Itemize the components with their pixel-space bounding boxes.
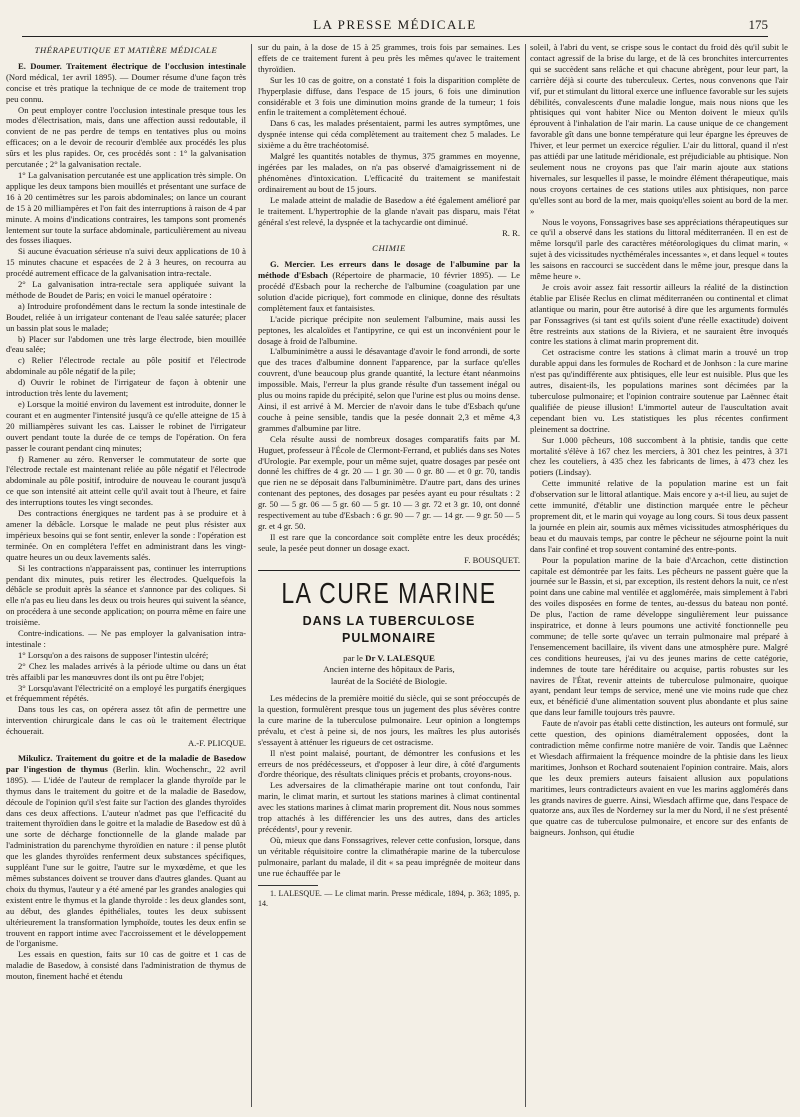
paragraph: Il n'est point malaisé, pourtant, de démontrer les confusions et les erreurs de nos prédécesseurs, et d'opposer à leur dire, à côté d'arguments d'ordre théorique, des résultats cliniques précis et probants, croyons-nous. [258,747,520,780]
byline-prefix: par le [343,652,363,663]
article-source: (Nord médical, 1er avril 1895). — Doumer résume d'une façon très concise et très pratique la technique de ce mode de traitement trop peu connu. [6,71,246,104]
paragraph: Dans 6 cas, les malades présentaient, parmi les autres symptômes, une dyspnée intense qui céda complètement au traitement chez 5 malades. Le sixième a du être trachéotomisé. [258,118,520,151]
paragraph: Cela résulte aussi de nombreux dosages comparatifs faits par M. Huguet, professeur à l'École de Clermont-Ferrand, et publiés dans ses Notes d'Urologie. Par exemple, pour un même sujet, quatre dosages par pesée ont donné les chiffres de 4 gr. 20 — 1 gr. 30 — 0 gr. 80 — et 0 gr. 70, tandis que rien ne se déposait dans l'albuminimètre. D'autre part, dans des urines contenant des peptones, des dosages par pesées ayant eu pour résultats : 2 gr. 50 — 5 gr. 06 — 5 gr. 60 — 5 gr. 10 — 3 gr. 72 et 3 gr. 10, ont donné respectivement au tube d'Esbach : 6 gr. 90 — 7 gr. — 14 gr. — 9 gr. 50 — 5 gr. et 4 gr. 50. [258,433,520,531]
section-rule [258,570,520,571]
article-author: E. Doumer. [18,60,62,71]
paragraph: Cette immunité relative de la population marine est un fait d'observation sur le littoral atlantique. Mais encore y a-t-il lieu, au sujet de cette immunité, d'établir une distinction marquée entre le pêcheur proprement dit, et le marin qui voyage au long cours. Si tous deux passent la journée en plein air, soumis aux mêmes vicissitudes atmosphériques du beau et du mauvais temps, par contre le pêcheur ne séjourne point la nuit dans l'air confiné et trop souvent contaminé des entre-ponts. [530,478,788,554]
article-title: Les erreurs dans le dosage de l'albumine par la méthode d'Esbach [258,259,520,281]
column-divider [251,44,252,1107]
column-divider [525,44,526,1107]
article-signature: A.-F. PLICQUE. [187,738,246,749]
paragraph: Les essais en question, faits sur 10 cas de goitre et 1 cas de maladie de Basedow, à consisté dans l'administration de thymus de mouton, finement haché et étendu [6,949,246,982]
paragraph: Si les contractions n'apparaissent pas, continuer les interruptions pendant dix minutes, puis retirer les électrodes. Quelquefois la débâcle se produit après la séance et s'annonce par des coliques. Si elle n'a pas eu lieu dans les deux ou trois heures qui suivent la séance, on procédera à une seconde application; on pourra même en faire une troisième. [6,562,246,628]
paragraph: e) Lorsque la moitié environ du lavement est introduite, donner le courant et en augmenter l'intensité jusqu'à ce qu'elle atteigne de 15 à 20 milliampères suivant les cas. Laisser le robinet de l'irrigateur ouvert pendant toute la durée de ce temps de l'opération. On fera passer le courant pendant cinq minutes; [6,399,246,453]
paragraph: b) Placer sur l'abdomen une très large électrode, bien mouillée d'eau salée; [6,333,246,355]
column-1 [6,42,246,1109]
paragraph: Faute de n'avoir pas établi cette distinction, les auteurs ont formulé, sur cette question, des opinions diamétralement opposées, dont la contradiction même confirme notre manière de voir. Tandis que Laënnec et Wiesdach affirmaient la fréquence moindre de la phtisie dans les lieux maritimes, Jonhson et Rochard soutenaient l'opinion contraire. Mais, alors que les deux premiers auteurs faisaient allusion aux populations maritimes, leurs contradicteurs avaient en vue les marins agglomérés dans les grands navires de guerre. Ainsi, Wiesdach affirme que, dans l'espace de quatorze ans, aux îles de Norderney sur la mer du Nord, il ne s'est présenté que quatre cas de tuberculose pulmonaire, et encore sur des enfants de baigneurs. Jonhson, qui étudie [530,718,788,838]
paragraph: Les médecins de la première moitié du siècle, qui se sont préoccupés de la question, formulèrent presque tous un jugement des plus sévères contre la cure marine de la tuberculose pulmonaire. Leur opinion a longtemps prévalu, et c'est à peine si, de nos jours, les maîtres les plus autorisés s'essayent à atténuer les rigueurs de cet ostracisme. [258,693,520,747]
paragraph: On peut employer contre l'occlusion intestinale presque tous les modes d'électrisation, mais, dans une affection aussi redoutable, il convient de ne pas perdre de temps en tentatives plus ou moins efficaces; on a le devoir de recourir d'emblée aux procédés les plus sûrs et les plus rapides. Or, ces procédés sont : 1° la galvanisation percutanée ; 2° la galvanisation rectale. [6,104,246,170]
paragraph: Nous le voyons, Fonssagrives base ses appréciations thérapeutiques sur ce qu'il a observé dans les stations du littoral méditerranéen. Il en est de même lorsqu'il parle des caractères météorologiques du climat marin, « sujet à des vicissitudes nycthémérales incessantes », et dans lequel « toutes les saisons en raccourci se succèdent dans le même jour, presque dans la même heure ». [530,216,788,282]
paragraph: c) Relier l'électrode rectale au pôle positif et l'électrode abdominale au pôle négatif de la pile; [6,355,246,377]
section-heading: THÉRAPEUTIQUE ET MATIÈRE MÉDICALE [34,45,218,55]
paragraph: Pour la population marine de la baie d'Arcachon, cette distinction capitale est démontrée par les faits. Les pêcheurs ne passent guère que la journée sur le Bassin, et si, par exception, ils restent dehors la nuit, ce n'est point dans une cabine mal ventilée et agglomérée, mais simplement à l'abri des voiles disposées en forme de tentes, au-dessus du bateau non ponté. De plus, l'action de rame développe singulièrement leur puissance inspiratrice, et donne à leurs poumons une activité fonctionnelle peu commune; de telle sorte qu'avec un terrain pulmonaire mal préparé à l'ensemencement bacillaire, ils vivent dans une atmosphère pure. Malgré ces conditions heureuses, j'ai vu des jeunes marins de cette catégorie, indemnes de toute tare héréditaire ou acquise, partis robustes sur les navires de l'État, revenir atteints de tuberculose pulmonaire, quoique ayant, pendant leur temps de service, mené une vie moins rude que chez eux, et bénéficié d'une alimentation souvent plus abondante et plus saine que dans leur famille toujours très pauvre. [530,554,788,718]
author-affiliation: lauréat de la Société de Biologie. [330,675,448,686]
paragraph: Le malade atteint de maladie de Basedow a été également amélioré par le traitement. L'hypertrophie de la glande n'avait pas disparu, mais l'état général s'est relevé, la dyspnée et la tachycardie ont diminué. [258,194,520,227]
article-body [258,693,520,878]
article-lead [258,259,520,314]
journal-title: LA PRESSE MÉDICALE [313,17,477,32]
article-title: Traitement électrique de l'occlusion intestinale [66,60,246,71]
paragraph: Je crois avoir assez fait ressortir ailleurs la réalité de la distinction établie par Elisée Reclus en climat méditerranéen ou continental et climat atlantique ou marin, pour être autorisé à dire que les arguments formulés par Fonssagrives (si tant est qu'ils soient d'une réelle exactitude) doivent être restreints aux stations de la Riviera, et ne sauraient être invoqués contre les stations à climat marin proprement dit. [530,281,788,347]
paragraph: d) Ouvrir le robinet de l'irrigateur de façon à obtenir une introduction très lente du lavement; [6,377,246,399]
paragraph: Dans tous les cas, on opérera assez tôt afin de permettre une intervention chirurgicale dans le cas où le traitement électrique échouerait. [6,704,246,737]
byline [258,653,520,665]
paragraph: Des contractions énergiques ne tardent pas à se produire et à amener la débâcle. Lorsque le malade ne peut plus résister aux impérieux besoins qui se font sentir, enlever la sonde : l'opération est terminée. On en complétera l'effet en administrant dans les vingt-quatre heures un ou deux lavements salés. [6,508,246,562]
paragraph: 1° Lorsqu'on a des raisons de supposer l'intestin ulcéré; [18,649,209,660]
paragraph: Malgré les quantités notables de thymus, 375 grammes en moyenne, ingérées par les malades, on n'a pas observé d'amaigrissement ni de phénomènes d'intoxication. L'efficacité du traitement se manifestait ordinairement au bout de 15 jours. [258,151,520,194]
paragraph: soleil, à l'abri du vent, se crispe sous le contact du froid dès qu'il subit le contact agressif de la brise du large, et de là ces bronchites intercurrentes qui se succèdent sans relâche et qui chacune abrègent, pour leur part, la carrière déjà si courte des tuberculeux. Certes, nous convenons que l'air vif, pur et stimulant du littoral exerce une influence favorable sur les sujets débilités, convalescents d'une maladie longue, mais nous nions que les phtisiques qui vont habiter Nice ou Menton doivent le mieux qu'ils éprouvent à l'inhalation de l'air marin. La cause unique de ce changement favorable gît dans une bonne température qui leur épargne les épreuves de l'hiver, et leur permet un exercice régulier. L'air du littoral, quand il n'est pas attiédi par une latitude méridionale, est préjudiciable au phtisique. Non seulement nous ne croyons pas que l'air marin ajoute aux stations hivernales, sur lesquelles il passe, le moindre élément thérapeutique, mais nous croyons certaines de ces stations utiles aux phtisiques, non parce qu'elles sont au bord de la mer, mais quoiqu'elles soient au bord de la mer. » [530,42,788,216]
paragraph: 1° La galvanisation percutanée est une application très simple. On applique les deux tampons bien mouillés et présentant une surface de 16 à 20 centimètres sur les parois abdominales; on lance un courant de 15 à 20 milliampères et l'on fait des interruptions à raison de 4 par minute. A moins d'indications contraires, les tampons sont promenés lentement sur toute la surface abdominale, particulièrement au niveau des fosses iliaques. [6,169,246,246]
article-author: G. Mercier. [270,259,316,270]
article-lead [6,61,246,105]
article-title: Traitement du goitre et de la maladie de Basedow par l'ingestion de thymus [6,753,246,774]
feature-title: LA CURE MARINE [281,576,497,609]
paragraph: sur du pain, à la dose de 15 à 25 grammes, trois fois par semaines. Les effets de ce traitement furent à peu près les mêmes qu'avec le traitement thyroïdien. [258,42,520,74]
paragraph: Sur 1.000 pêcheurs, 108 succombent à la phtisie, tandis que cette mortalité s'élève à 167 chez les merciers, à 301 chez les peintres, à 371 chez les couteliers, à 435 chez les fabricants de limes, à 473 chez les potiers (Lindsay). [530,434,788,478]
article-signature: F. BOUSQUET. [464,554,520,565]
article-source: (Répertoire de pharmacie, 10 février 1895). — Le procédé d'Esbach pour la recherche de l'albumine (coagulation par une solution d'acide picrique), fort commode en clinique, donne des résultats complètement faux et fantaisistes. [258,270,520,313]
article-signature: R. R. [502,228,520,239]
column-2 [258,42,520,1109]
paragraph: Si aucune évacuation sérieuse n'a suivi deux applications de 10 à 15 minutes chacune et espacées de 2 à 3 heures, on recourra au procédé autrement efficace de la galvanisation intra-rectale. [6,246,246,279]
footnote: 1. LALESQUE. — Le climat marin. Presse médicale, 1894, p. 363; 1895, p. 14. [258,888,520,908]
article-body [6,105,246,738]
article-author: Mikulicz. [18,753,53,763]
running-header [22,14,768,34]
article-source: (Berlin. klin. Wochenschr., 22 avril 1895). — L'idée de l'auteur de remplacer la glande thyroïde par le thymus dans le traitement du goitre et de la maladie de Basedow, découle de l'opinion qu'il s'est faite sur l'action des glandes thyroïdes dans ces deux affections. L'auteur n'admet pas que l'efficacité du traitement thyroïdien dans le goitre et la maladie de Basedow est dû à une sorte de décharge fonctionnelle de la glande malade par l'administration du parenchyme thyroïdien en nature : il pense plutôt que les glandes thyroïdes renferment deux substances spécifiques, suppléant l'une sur le goitre, l'autre sur le myxœdème, et que les mêmes substances doivent se trouver dans d'autres glandes. Quant au choix du thymus, l'auteur y a été amené par les grandes analogies qui existent entre le thymus et la glande thyroïde : les deux glandes sont, au début, des glandes épithéliales, toutes les deux subissent ultérieurement la transformation lymphoïde, toutes les deux enfin se trouvent en rapport intime avec l'accroissement et le développement de l'organisme. [6,763,246,949]
column-3 [530,42,788,1109]
paragraph: L'acide picrique précipite non seulement l'albumine, mais aussi les peptones, les alcaloïdes et l'antipyrine, ce qui est un inconvénient pour le dosage à froid de l'albumine. [258,313,520,346]
footnote-rule [258,885,318,886]
article-lead [6,753,246,949]
paragraph: 2° La galvanisation intra-rectale sera appliquée suivant la méthode de Boudet de Paris; en voici le manuel opératoire : [6,279,246,300]
page-number: 175 [748,17,768,32]
paragraph: 2° Chez les malades arrivés à la période ultime ou dans un état très affaibli par les manœuvres dont ils ont pu être l'objet; [6,660,246,682]
author-affiliation: Ancien interne des hôpitaux de Paris, [323,664,455,675]
paragraph: Où, mieux que dans Fonssagrives, relever cette confusion, lorsque, dans un véritable réquisitoire contre la climathérapie marine de la tuberculose pulmonaire, parlant du malade, il dit « sa peau imprégnée de moiteur dans une rue échauffée par le [258,834,520,878]
header-rule [22,36,768,37]
article-body [530,42,788,838]
paragraph: Cet ostracisme contre les stations à climat marin a trouvé un trop durable appui dans les formules de Rochard et de Jonhson : la cure marine n'est pas qu'indifférente aux phtisiques, elle leur est nuisible. Plus que les autres, disaient-ils, les populations marines sont décimées par la tuberculose pulmonaire; et l'opinion contraire soutenue par Laënnec était qualifiée de pieuse illusion! L'immortel auteur de l'auscultation avait cependant bien vu. Les statistiques les plus récentes confirment pleinement sa doctrine. [530,347,788,434]
paragraph: f) Ramener au zéro. Renverser le commutateur de sorte que l'électrode rectale est maintenant reliée au pôle négatif et l'électrode abdominale au pôle positif, introduire de nouveau le courant jusqu'à ce que son intensité ait atteint celle qu'il avait tout à l'heure, et faire des interruptions toutes les vingt secondes. [6,453,246,508]
paragraph: Les adversaires de la climathérapie marine ont tout confondu, l'air marin, le climat marin, et surtout les stations marines à climat continental avec les stations marines à climat marin proprement dit. Nous nous sommes trop attachés à les différencier les uns des autres, dans des articles précédents¹, pour y revenir. [258,780,520,834]
section-heading: CHIMIE [372,243,406,254]
paragraph: L'albuminimètre a aussi le désavantage d'avoir le fond arrondi, de sorte que des traces d'albumine donnent l'apparence, par la surface qu'elles couvrent, d'une beaucoup plus grande quantité, la lecture étant néanmoins impossible. Mais, l'erreur la plus grande résulte d'un tassement inégal ou plus ou moins rapide du précipité, selon que l'urine est plus ou moins dense. Ainsi, il est arrivé à M. Mercier de n'avoir dans le tube d'Esbach qu'une couche à peine sensible, tandis que la pesée donnait 2,3 et même 4,3 grammes d'albumine par litre. [258,346,520,433]
article-body [258,314,520,554]
paragraph: Il est rare que la concordance soit complète entre les deux procédés; seule, la pesée peut donner un dosage exact. [258,531,520,553]
byline-author: Dr V. LALESQUE [365,652,435,663]
paragraph: Contre-indications. — Ne pas employer la galvanisation intra-intestinale : [6,628,246,649]
article-body [258,42,520,227]
paragraph: a) Introduire profondément dans le rectum la sonde intestinale de Boudet, reliée à un irrigateur contenant de l'eau salée saturée; placer un bassin plat sous le malade; [6,300,246,333]
paragraph: 3° Lorsqu'avant l'électricité on a employé les purgatifs énergiques et fréquemment répétés. [6,682,246,704]
feature-subtitle: DANS LA TUBERCULOSE PULMONAIRE [302,613,476,645]
paragraph: Sur les 10 cas de goitre, on a constaté 1 fois la disparition complète de l'hyperplasie diffuse, dans l'espace de 15 jours, 6 fois une diminution considérable et 3 fois une diminution moins grande de la tumeur; 1 fois enfin le traitement a complètement échoué. [258,74,520,118]
